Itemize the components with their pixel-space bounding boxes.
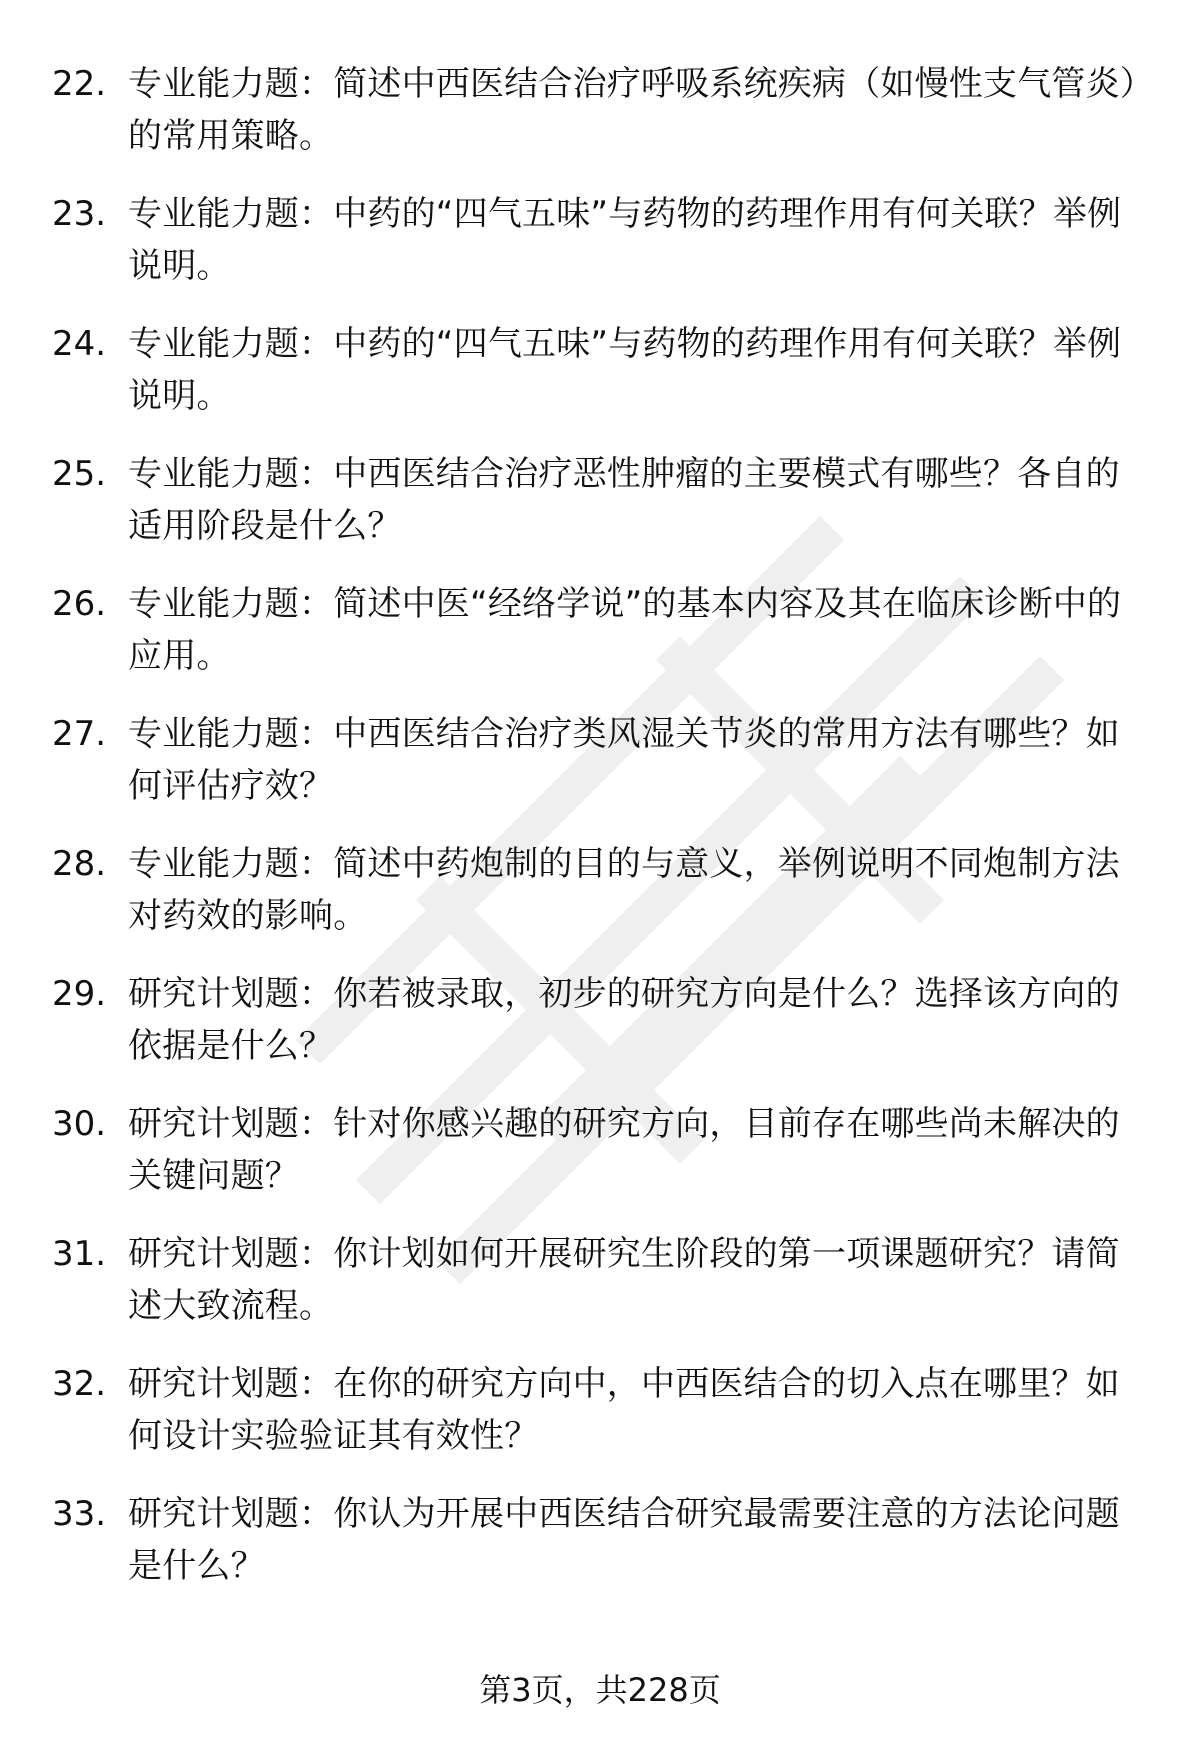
- list-item: [0, 708, 1200, 838]
- list-item: [0, 448, 1200, 578]
- question-number: 29.: [52, 974, 107, 1014]
- list-item: [0, 1358, 1200, 1488]
- question-text: 研究计划题：你若被录取，初步的研究方向是什么？选择该方向的依据是什么？: [128, 974, 1120, 1066]
- page-number-label: 第3页，共228页: [479, 1671, 721, 1709]
- question-number: 22.: [52, 64, 107, 104]
- question-text: 专业能力题：简述中药炮制的目的与意义，举例说明不同炮制方法对药效的影响。: [128, 844, 1120, 936]
- question-number: 32.: [52, 1364, 107, 1404]
- question-text: 研究计划题：针对你感兴趣的研究方向，目前存在哪些尚未解决的关键问题？: [128, 1104, 1120, 1196]
- question-text: 专业能力题：中西医结合治疗类风湿关节炎的常用方法有哪些？如何评估疗效？: [128, 714, 1120, 806]
- question-number: 23.: [52, 194, 107, 234]
- list-item: [0, 58, 1200, 188]
- question-text: 专业能力题：中西医结合治疗恶性肿瘤的主要模式有哪些？各自的适用阶段是什么？: [128, 454, 1120, 546]
- question-text: 研究计划题：你认为开展中西医结合研究最需要注意的方法论问题是什么？: [128, 1494, 1120, 1586]
- page-footer: [0, 1670, 1200, 1710]
- list-item: [0, 968, 1200, 1098]
- list-item: [0, 838, 1200, 968]
- question-number: 33.: [52, 1494, 107, 1534]
- list-item: [0, 318, 1200, 448]
- question-text: 专业能力题：中药的“四气五味”与药物的药理作用有何关联？举例说明。: [128, 324, 1122, 416]
- list-item: [0, 578, 1200, 708]
- question-number: 25.: [52, 454, 107, 494]
- question-number: 26.: [52, 584, 107, 624]
- question-number: 28.: [52, 844, 107, 884]
- list-item: [0, 1098, 1200, 1228]
- question-number: 30.: [52, 1104, 107, 1144]
- question-text: 专业能力题：简述中医“经络学说”的基本内容及其在临床诊断中的应用。: [128, 584, 1122, 676]
- list-item: [0, 1488, 1200, 1618]
- list-item: [0, 1228, 1200, 1358]
- question-text: 研究计划题：在你的研究方向中，中西医结合的切入点在哪里？如何设计实验验证其有效性？: [128, 1364, 1120, 1456]
- question-text: 专业能力题：中药的“四气五味”与药物的药理作用有何关联？举例说明。: [128, 194, 1122, 286]
- question-number: 24.: [52, 324, 107, 364]
- question-number: 31.: [52, 1234, 107, 1274]
- question-number: 27.: [52, 714, 107, 754]
- question-text: 研究计划题：你计划如何开展研究生阶段的第一项课题研究？请简述大致流程。: [128, 1234, 1120, 1326]
- question-text: 专业能力题：简述中西医结合治疗呼吸系统疾病（如慢性支气管炎）的常用策略。: [128, 64, 1137, 156]
- list-item: [0, 188, 1200, 318]
- question-list: [0, 58, 1200, 1618]
